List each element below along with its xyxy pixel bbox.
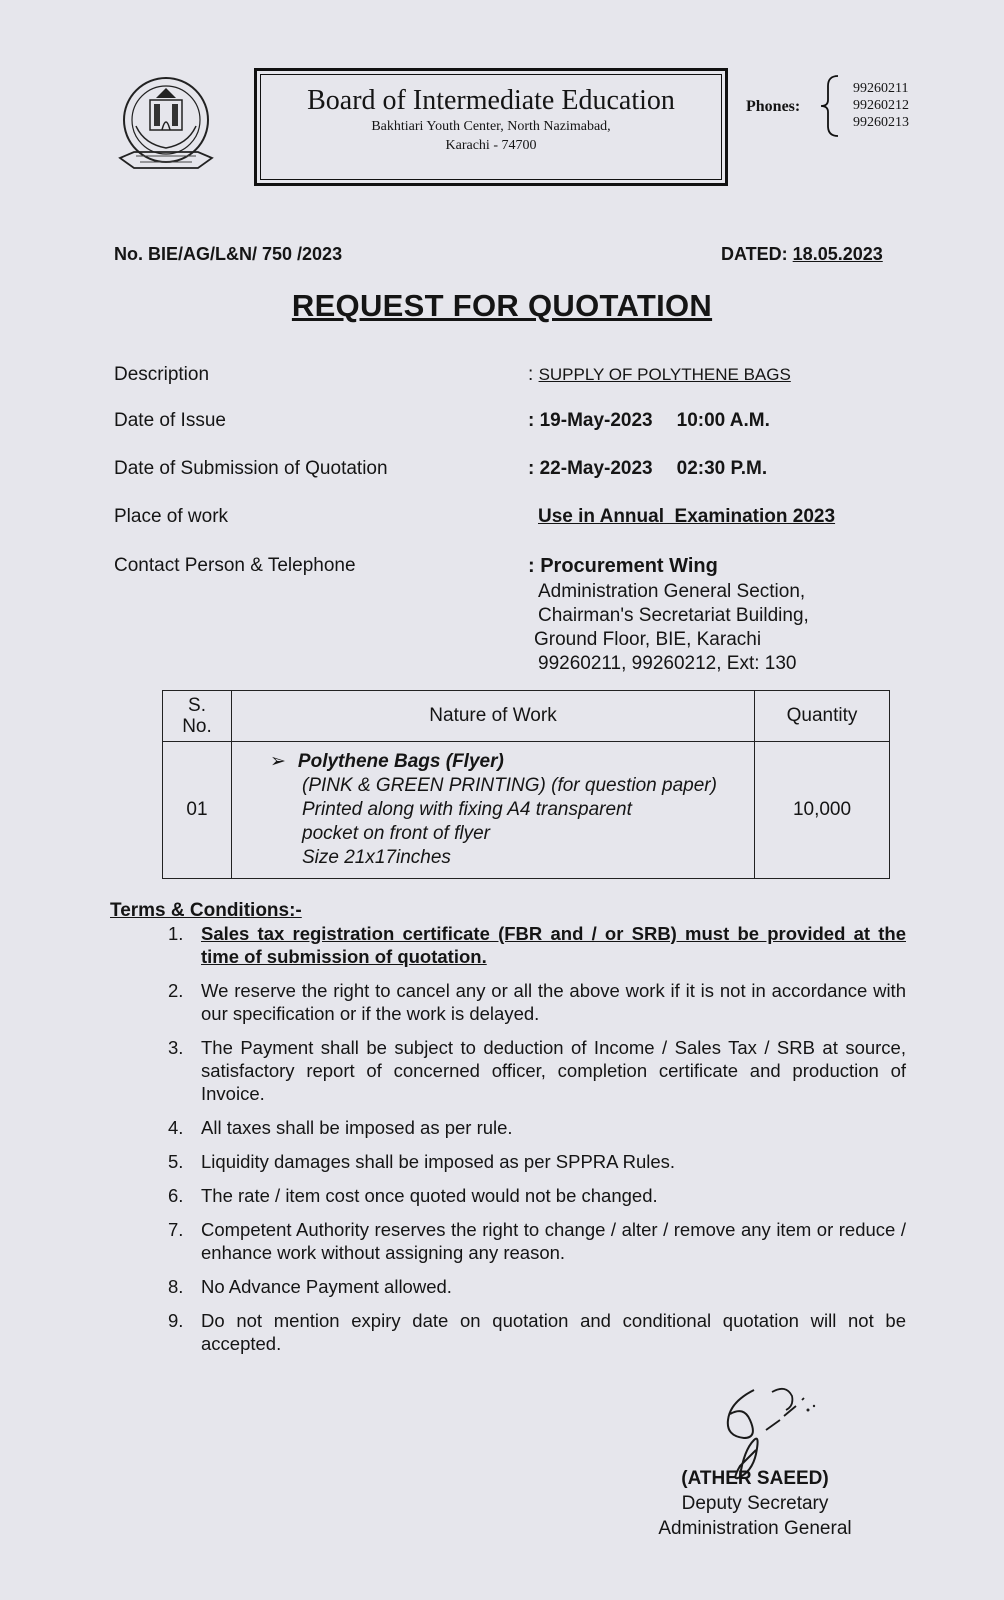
contact-line: Chairman's Secretariat Building, [538,605,809,626]
issue-date: 19-May-2023 [539,410,653,431]
submission-time: 02:30 P.M. [676,458,768,479]
organization-name: Board of Intermediate Education [307,85,675,116]
description-text: SUPPLY OF POLYTHENE BAGS [538,365,791,384]
term-number: 7. [168,1219,184,1240]
address-line-1: Bakhtiari Youth Center, North Nazimabad, [371,119,611,134]
quantity-cell: 10,000 [755,742,890,879]
contact-line: 99260211, 99260212, Ext: 130 [538,653,797,674]
term-text: All taxes shall be imposed as per rule. [201,1117,513,1138]
work-table [162,690,890,879]
signatory-name: (ATHER SAEED) [681,1468,829,1489]
term-number: 9. [168,1310,184,1331]
term-number: 1. [168,923,184,944]
terms-title: Terms & Conditions:- [110,900,302,921]
term-text: Liquidity damages shall be imposed as per SPPRA Rules. [201,1151,676,1172]
term-text: We reserve the right to cancel any or all the above work if it is not in accordance with our specification or if the work is delayed. [201,980,906,1024]
letterhead-box [254,68,728,186]
description-value [528,364,791,386]
table-header-row [163,691,890,742]
signatory-designation: Deputy Secretary [681,1493,829,1514]
term-item [168,1218,906,1264]
sno-cell: 01 [163,742,232,879]
sno-header-line: S. [188,695,206,716]
term-text: The rate / item cost once quoted would not be changed. [201,1185,658,1206]
quantity-header: Quantity [755,691,890,742]
phone-number: 99260211 [853,81,909,96]
phones-list [853,80,909,131]
term-item [168,1150,906,1173]
submission-date: 22-May-2023 [539,458,653,479]
separator: : [528,364,539,385]
contact-address [534,580,809,676]
term-text: Competent Authority reserves the right to change / alter / remove any item or reduce / enhance work without assigning any reason. [201,1219,906,1263]
term-number: 8. [168,1276,184,1297]
document-title: REQUEST FOR QUOTATION [291,288,713,323]
term-item [168,1275,906,1298]
contact-wing [528,555,718,578]
contact-label: Contact Person & Telephone [114,555,356,576]
issue-time: 10:00 A.M. [676,410,770,431]
term-number: 5. [168,1151,184,1172]
term-item [168,922,906,968]
sno-header [163,691,232,742]
nature-cell [232,742,755,879]
nature-header: Nature of Work [232,691,755,742]
submission-date-label: Date of Submission of Quotation [114,458,388,479]
dated-value: 18.05.2023 [792,244,883,264]
procurement-wing: Procurement Wing [540,555,718,577]
date-of-issue-label: Date of Issue [114,410,226,431]
term-item [168,979,906,1025]
dated [721,244,883,265]
submission-date-value [528,458,767,480]
place-of-work-label: Place of work [114,506,229,527]
separator: : [528,458,540,479]
board-seal-icon [114,74,218,182]
table-row [163,742,890,879]
phone-number: 99260213 [853,115,909,130]
item-line: (PINK & GREEN PRINTING) (for question paper) [302,775,717,796]
separator: : [528,410,540,431]
contact-line: Ground Floor, BIE, Karachi [534,629,762,650]
signatory-block [630,1466,880,1541]
bullet-arrow-icon: ➢ [270,751,286,772]
item-line: Printed along with fixing A4 transparent [302,799,632,820]
brace-icon [818,74,842,138]
term-item [168,1116,906,1139]
description-label: Description [114,364,210,385]
terms-list [168,922,906,1366]
item-line: Size 21x17inches [302,847,451,868]
dated-label: DATED: [721,244,793,264]
item-title: Polythene Bags (Flyer) [297,751,504,772]
signatory-department: Administration General [658,1518,852,1539]
term-number: 4. [168,1117,184,1138]
term-text: Do not mention expiry date on quotation and conditional quotation will not be accepted. [201,1310,906,1354]
item-line: pocket on front of flyer [302,823,490,844]
term-text: No Advance Payment allowed. [201,1276,452,1297]
place-of-work-value: Use in Annual Examination 2023 [538,506,836,527]
term-text: The Payment shall be subject to deduction of Income / Sales Tax / SRB at source, satisfactory report of concerned officer, completion certificate and production of Invoice. [201,1037,906,1104]
term-number: 6. [168,1185,184,1206]
address-line-2: Karachi - 74700 [445,138,537,153]
term-number: 2. [168,980,184,1001]
phone-number: 99260212 [853,98,909,113]
date-of-issue-value [528,410,770,432]
term-text: Sales tax registration certificate (FBR and / or SRB) must be provided at the time of submission of quotation. [201,923,906,967]
term-item [168,1036,906,1105]
separator: : [528,555,541,577]
term-item [168,1309,906,1355]
contact-line: Administration General Section, [538,581,806,602]
term-item [168,1184,906,1207]
reference-number: No. BIE/AG/L&N/ 750 /2023 [114,244,343,264]
term-number: 3. [168,1037,184,1058]
phones-label: Phones: [746,98,801,115]
sno-header-line: No. [182,716,212,737]
